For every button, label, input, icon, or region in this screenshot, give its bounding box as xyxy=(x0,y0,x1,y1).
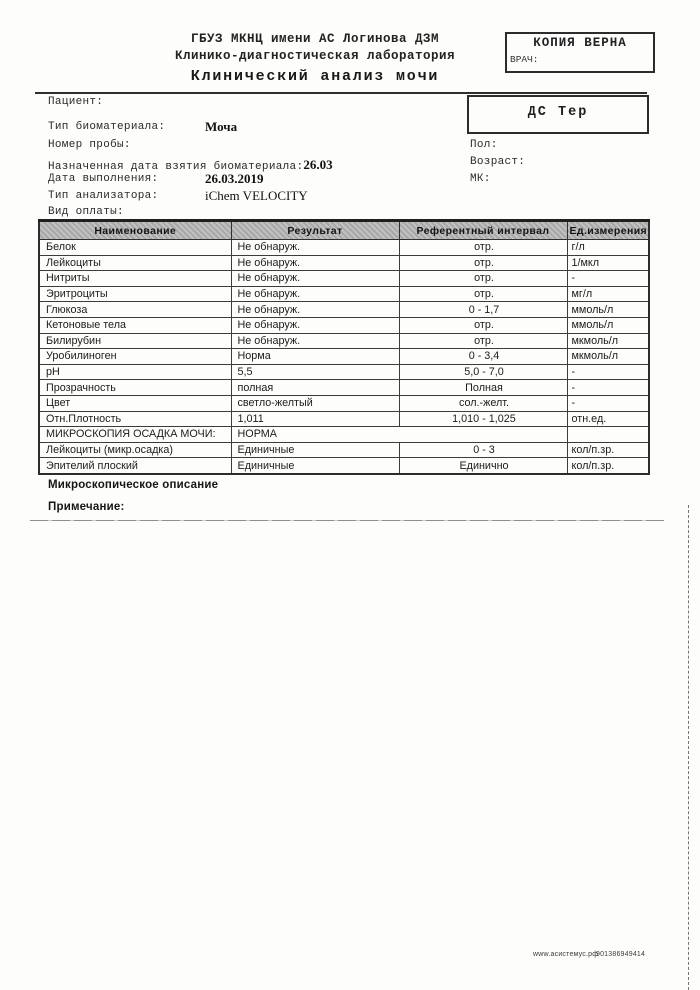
cell-parameter-name: Глюкоза xyxy=(39,302,231,318)
results-table xyxy=(38,219,650,475)
cell-parameter-name: Лейкоциты xyxy=(39,255,231,271)
cell-unit: отн.ед. xyxy=(567,411,649,427)
cell-result: Не обнаруж. xyxy=(231,317,399,333)
table-row xyxy=(39,349,649,365)
cell-reference-interval: 0 - 1,7 xyxy=(399,302,567,318)
stamp-doctor-label: ВРАЧ: xyxy=(510,54,539,65)
table-row xyxy=(39,317,649,333)
cell-reference-interval: 0 - 3 xyxy=(399,442,567,458)
table-row xyxy=(39,411,649,427)
cell-parameter-name: Эритроциты xyxy=(39,286,231,302)
cell-unit: - xyxy=(567,271,649,287)
cell-reference-interval: отр. xyxy=(399,255,567,271)
exec-date-value: 26.03.2019 xyxy=(205,171,264,186)
biomaterial-label: Тип биоматериала: xyxy=(48,121,166,133)
cell-unit: - xyxy=(567,364,649,380)
table-row xyxy=(39,395,649,411)
cell-reference-interval: отр. xyxy=(399,317,567,333)
sex-label: Пол: xyxy=(470,139,498,151)
cell-result: Не обнаруж. xyxy=(231,240,399,256)
cell-unit: мг/л xyxy=(567,286,649,302)
micro-description-label: Микроскопическое описание xyxy=(48,479,219,491)
cell-parameter-name: pH xyxy=(39,364,231,380)
cell-reference-interval: отр. xyxy=(399,271,567,287)
table-row xyxy=(39,364,649,380)
analyzer-label: Тип анализатора: xyxy=(48,190,159,202)
table-row xyxy=(39,380,649,396)
cell-result: 1,011 xyxy=(231,411,399,427)
cell-unit: кол/п.зр. xyxy=(567,458,649,474)
cell-result: Не обнаруж. xyxy=(231,333,399,349)
cell-unit: мкмоль/л xyxy=(567,333,649,349)
footer-doc-number: 901386949414 xyxy=(596,951,646,958)
cell-reference-interval: сол.-желт. xyxy=(399,395,567,411)
age-label: Возраст: xyxy=(470,156,526,168)
cell-result: светло-желтый xyxy=(231,395,399,411)
analyzer-value: iChem VELOCITY xyxy=(205,188,308,203)
table-row xyxy=(39,333,649,349)
cell-reference-interval: отр. xyxy=(399,333,567,349)
cell-unit: мкмоль/л xyxy=(567,349,649,365)
note-label: Примечание: xyxy=(48,501,125,513)
lab-name-line: Клинико-диагностическая лаборатория xyxy=(174,49,456,63)
col-header-unit: Ед.измерения xyxy=(567,221,649,240)
table-row xyxy=(39,458,649,474)
cell-parameter-name: Билирубин xyxy=(39,333,231,349)
cell-result: полная xyxy=(231,380,399,396)
cell-result: Не обнаруж. xyxy=(231,302,399,318)
cell-parameter-name: МИКРОСКОПИЯ ОСАДКА МОЧИ: xyxy=(39,427,231,443)
cell-reference-interval: Полная xyxy=(399,380,567,396)
cell-unit: ммоль/л xyxy=(567,302,649,318)
table-row xyxy=(39,442,649,458)
exec-date-label: Дата выполнения: xyxy=(48,173,159,185)
cell-parameter-name: Уробилиноген xyxy=(39,349,231,365)
page-title: Клинический анализ мочи xyxy=(190,68,440,85)
payment-label: Вид оплаты: xyxy=(48,206,124,218)
cell-reference-interval: 1,010 - 1,025 xyxy=(399,411,567,427)
stamp-title: КОПИЯ ВЕРНА xyxy=(533,36,627,50)
biomaterial-value: Моча xyxy=(205,119,238,134)
cell-result: Не обнаруж. xyxy=(231,255,399,271)
cell-parameter-name: Кетоновые тела xyxy=(39,317,231,333)
table-row xyxy=(39,302,649,318)
assigned-date-value: 26.03 xyxy=(303,157,333,172)
cell-reference-interval: Единично xyxy=(399,458,567,474)
copy-verified-stamp xyxy=(505,32,655,73)
ds-stamp-text: ДС Тер xyxy=(527,105,589,120)
cell-parameter-name: Эпителий плоский xyxy=(39,458,231,474)
scan-edge-line xyxy=(688,505,689,990)
table-row xyxy=(39,427,649,443)
cell-parameter-name: Цвет xyxy=(39,395,231,411)
org-name-line: ГБУЗ МКНЦ имени АС Логинова ДЗМ xyxy=(190,32,440,46)
cell-result: Норма xyxy=(231,349,399,365)
header-divider xyxy=(35,92,647,94)
col-header-name: Наименование xyxy=(39,221,231,240)
cell-reference-interval: 0 - 3,4 xyxy=(399,349,567,365)
cell-unit: - xyxy=(567,380,649,396)
cell-parameter-name: Лейкоциты (микр.осадка) xyxy=(39,442,231,458)
assigned-date-line xyxy=(48,156,333,174)
cell-result: Не обнаруж. xyxy=(231,271,399,287)
cell-parameter-name: Отн.Плотность xyxy=(39,411,231,427)
cell-unit: кол/п.зр. xyxy=(567,442,649,458)
cell-unit xyxy=(567,427,649,443)
cell-result: НОРМА xyxy=(231,427,567,443)
table-row xyxy=(39,255,649,271)
col-header-reference: Референтный интервал xyxy=(399,221,567,240)
cell-result: Единичные xyxy=(231,458,399,474)
cell-result: 5,5 xyxy=(231,364,399,380)
cell-result: Единичные xyxy=(231,442,399,458)
ds-stamp-box xyxy=(467,95,649,134)
bottom-divider xyxy=(30,520,664,521)
table-row xyxy=(39,286,649,302)
cell-parameter-name: Прозрачность xyxy=(39,380,231,396)
results-table-body xyxy=(39,240,649,474)
cell-reference-interval: отр. xyxy=(399,286,567,302)
cell-result: Не обнаруж. xyxy=(231,286,399,302)
table-header-row xyxy=(39,221,649,240)
cell-reference-interval: отр. xyxy=(399,240,567,256)
results-table-header xyxy=(39,221,649,240)
footer-site: www.асистемус.рф xyxy=(533,951,599,958)
cell-parameter-name: Нитриты xyxy=(39,271,231,287)
mk-label: МК: xyxy=(470,173,491,185)
cell-unit: ммоль/л xyxy=(567,317,649,333)
cell-unit: - xyxy=(567,395,649,411)
col-header-result: Результат xyxy=(231,221,399,240)
cell-parameter-name: Белок xyxy=(39,240,231,256)
assigned-date-label: Назначенная дата взятия биоматериала: xyxy=(48,161,304,173)
cell-unit: 1/мкл xyxy=(567,255,649,271)
cell-reference-interval: 5,0 - 7,0 xyxy=(399,364,567,380)
patient-label: Пациент: xyxy=(48,96,104,108)
cell-unit: г/л xyxy=(567,240,649,256)
sample-number-label: Номер пробы: xyxy=(48,139,131,151)
table-row xyxy=(39,271,649,287)
table-row xyxy=(39,240,649,256)
